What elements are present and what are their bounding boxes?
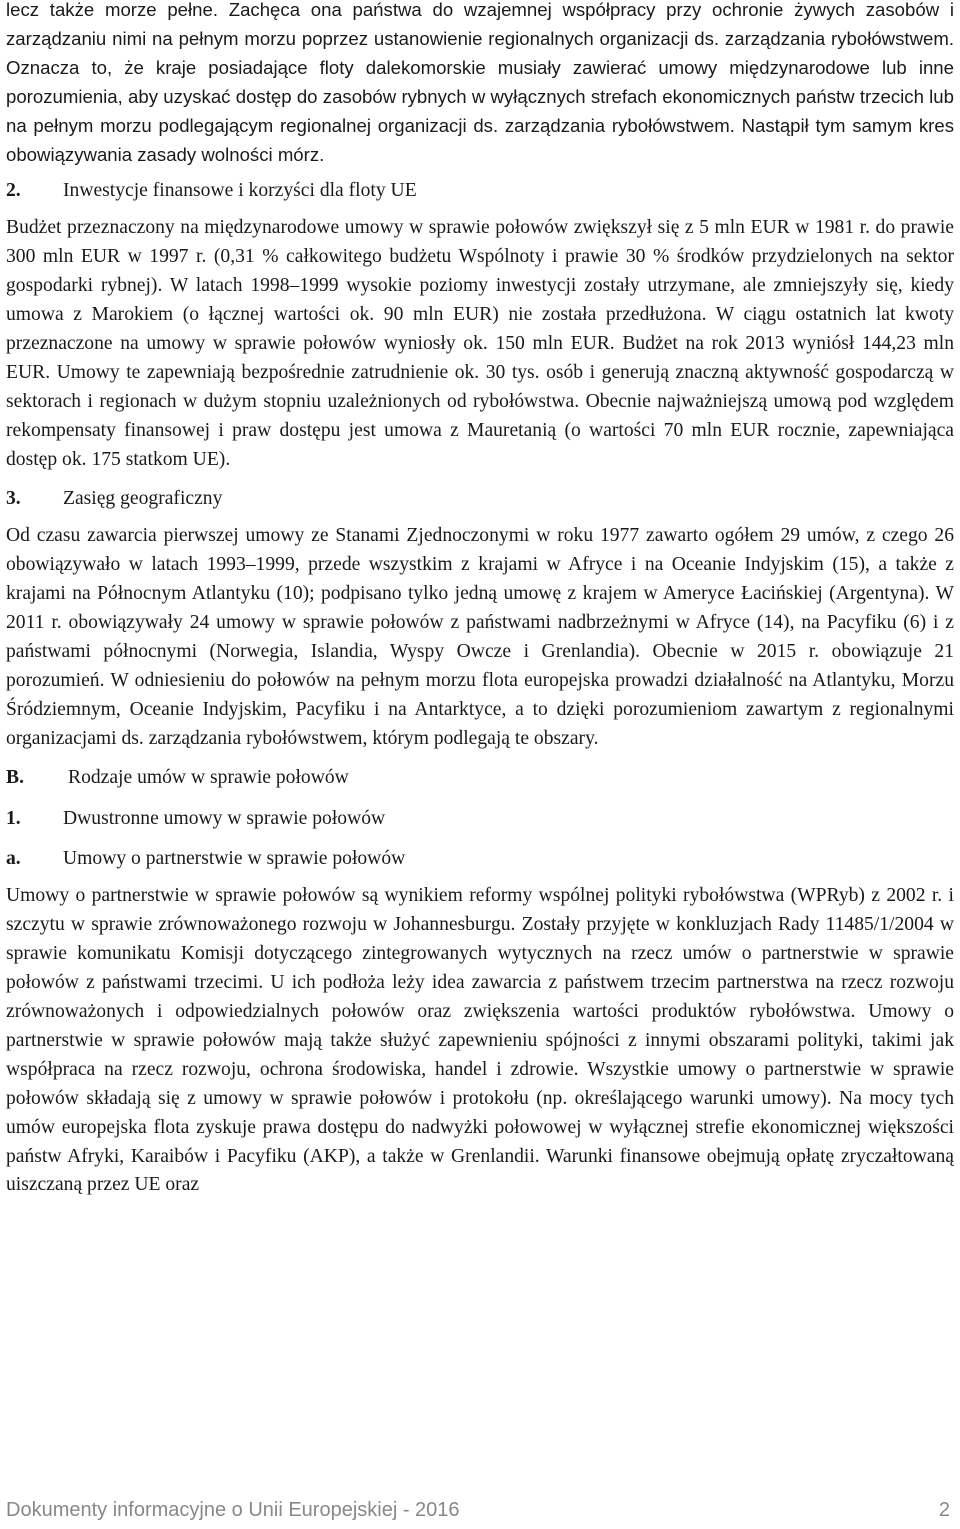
page-number: 2 — [938, 1498, 950, 1521]
heading-number: 3. — [6, 487, 21, 509]
paragraph-intro: lecz także morze pełne. Zachęca ona państwa do wzajemnej współpracy przy ochronie żywych zasobów i zarządzaniu nimi na pełnym morzu poprzez ustanowienie regionalnych organizacji ds. zarządzania rybołówstwem. Oznacza to, że kraje posiadające floty dalekomorskie musiały zawierać umowy międzynarodowe lub inne porozumienia, aby uzyskać dostęp do zasobów rybnych w wyłącznych strefach ekonomicznych państw trzecich lub na pełnym morzu podlegającym regionalnej organizacji ds. zarządzania rybołówstwem. Nastąpił tym samym kres obowiązywania zasady wolności mórz. — [6, 0, 954, 165]
paragraph-partnership: Umowy o partnerstwie w sprawie połowów są wynikiem reformy wspólnej polityki rybołówstwa (WPRyb) z 2002 r. i szczytu w sprawie zrównoważonego rozwoju w Johannesburgu. Zostały przyjęte w konkluzjach Rady 11485/1/2004 w sprawie komunikatu Komisji dotyczącego zintegrowanych wytycznych na rzecz umów o partnerstwie w sprawie połowów z państwami trzecimi. U ich podłoża leży idea zawarcia z państwem trzecim partnerstwa na rzecz rozwoju zrównoważonych i odpowiedzialnych połowów oraz zwiększenia wartości produktów rybołówstwa. Umowy o partnerstwie w sprawie połowów mają także służyć zapewnieniu spójności z innymi obszarami polityki, takimi jak współpraca na rzecz rozwoju, ochrona środowiska, handel i zdrowie. Wszystkie umowy o partnerstwie w sprawie połowów składają się z umowy w sprawie połowów i protokołu (np. określającego warunki umowy). Na mocy tych umów europejska flota zyskuje prawa dostępu do nadwyżki połowowej w wyłącznej strefie ekonomicznej większości państw Afryki, Karaibów i Pacyfiku (AKP), a także w Grenlandii. Warunki finansowe obejmują opłatę zryczałtowaną uiszczaną przez UE oraz — [6, 885, 954, 1196]
heading-number: B. — [6, 766, 24, 788]
heading-agreement-types — [6, 764, 954, 793]
heading-number: 2. — [6, 180, 21, 202]
document-page — [6, 0, 954, 1200]
heading-title: Rodzaje umów w sprawie połowów — [68, 766, 349, 788]
heading-title: Dwustronne umowy w sprawie połowów — [63, 807, 386, 829]
heading-bilateral-agreements — [6, 805, 954, 834]
paragraph-geographic: Od czasu zawarcia pierwszej umowy ze Stanami Zjednoczonymi w roku 1977 zawarto ogółem 29 umów, z czego 26 obowiązywało w latach 1993–1999, przede wszystkim z krajami w Afryce i na Oceanie Indyjskim (15), a także z krajami na Północnym Atlantyku (10); podpisano tylko jedną umowę z krajem w Ameryce Łacińskiej (Argentyna). W 2011 r. obowiązywały 24 umowy w sprawie połowów z państwami nadbrzeżnymi w Afryce (14), na Pacyfiku (6) i z państwami północnymi (Norwegia, Islandia, Wyspy Owcze i Grenlandia). Obecnie w 2015 r. obowiązuje 21 porozumień. W odniesieniu do połowów na pełnym morzu flota europejska prowadzi działalność na Atlantyku, Morzu Śródziemnym, Oceanie Indyjskim, Pacyfiku i na Antarktyce, a to dzięki porozumieniom zawartym z regionalnymi organizacjami ds. zarządzania rybołówstwem, którym podlegają te obszary. — [6, 525, 954, 749]
heading-number: a. — [6, 848, 21, 870]
page-footer — [6, 1496, 950, 1524]
heading-investments — [6, 177, 954, 206]
heading-geographic-scope — [6, 485, 954, 514]
footer-title: Dokumenty informacyjne o Unii Europejskiej - 2016 — [6, 1498, 460, 1521]
heading-title: Zasięg geograficzny — [63, 487, 223, 509]
heading-title: Umowy o partnerstwie w sprawie połowów — [63, 848, 406, 870]
paragraph-investments: Budżet przeznaczony na międzynarodowe umowy w sprawie połowów zwiększył się z 5 mln EUR w 1981 r. do prawie 300 mln EUR w 1997 r. (0,31 % całkowitego budżetu Wspólnoty i prawie 30 % środków przydzielonych na sektor gospodarki rybnej). W latach 1998–1999 wysokie poziomy inwestycji zostały utrzymane, ale zmniejszyły się, kiedy umowa z Marokiem (o łącznej wartości ok. 90 mln EUR) nie została przedłużona. W ciągu ostatnich lat kwoty przeznaczone na umowy w sprawie połowów wyniosły ok. 150 mln EUR. Budżet na rok 2013 wyniósł 144,23 mln EUR. Umowy te zapewniają bezpośrednie zatrudnienie ok. 30 tys. osób i generują znaczną aktywność gospodarczą w sektorach i regionach w dużym stopniu uzależnionych od rybołówstwa. Obecnie najważniejszą umową pod względem rekompensaty finansowej i praw dostępu jest umowa z Mauretanią (o wartości 70 mln EUR rocznie, zapewniająca dostęp ok. 175 statkom UE). — [6, 217, 954, 470]
heading-title: Inwestycje finansowe i korzyści dla floty UE — [63, 180, 417, 202]
heading-partnership-agreements — [6, 845, 954, 874]
heading-number: 1. — [6, 807, 21, 829]
